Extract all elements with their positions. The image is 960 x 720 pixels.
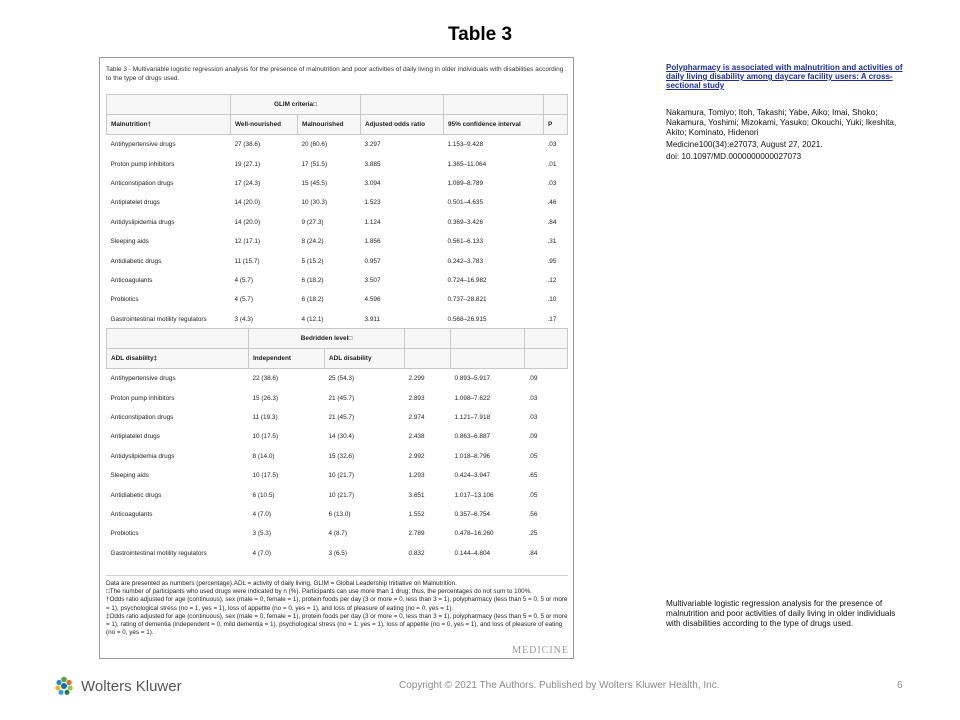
value-cell: .09 xyxy=(528,433,538,441)
value-cell: 27 (38.6) xyxy=(234,141,261,149)
drug-name-cell: Anticoagulants xyxy=(110,510,153,518)
column-header: P xyxy=(544,115,568,135)
value-cell: .09 xyxy=(528,375,538,383)
table-row xyxy=(107,369,568,389)
table-row xyxy=(107,544,568,563)
table-caption: Table 3 - Multivariable logistic regression analysis for the presence of malnutrition and poor activities of daily living in older individuals with disabilities according to the type of drugs used. xyxy=(106,66,564,82)
value-cell: 1.523 xyxy=(364,199,381,207)
value-cell: 2.974 xyxy=(408,413,425,421)
value-cell: .84 xyxy=(528,549,538,557)
value-cell: 0.724–16.982 xyxy=(447,276,487,284)
value-cell: 4 (7.0) xyxy=(252,549,271,557)
value-cell: 4 (8.7) xyxy=(328,530,347,538)
value-cell: 5 (15.2) xyxy=(301,257,324,265)
value-cell: 15 (26.3) xyxy=(252,394,279,402)
value-cell: 15 (45.5) xyxy=(301,179,328,187)
value-cell: 0.561–6.133 xyxy=(447,238,484,246)
value-cell: 3 (6.5) xyxy=(328,549,347,557)
table-row xyxy=(107,290,568,309)
value-cell: 1.121–7.918 xyxy=(454,413,491,421)
journal-watermark: MEDICINE xyxy=(512,645,569,656)
value-cell: 0.144–4.804 xyxy=(454,549,491,557)
article-authors: Nakamura, Tomiyo; Itoh, Takashi; Yabe, Aiko; Imai, Shoko; Nakamura, Yoshimi; Mizokami, Yasuko; Okouchi, Yuki; Ikeshita, Akito; Kominato, Hidenori xyxy=(666,108,897,137)
column-header: Malnourished xyxy=(298,115,361,135)
value-cell: 21 (45.7) xyxy=(328,413,355,421)
drug-name-cell: Antidiabetic drugs xyxy=(110,491,162,499)
drug-name-cell: Anticoagulants xyxy=(110,276,153,284)
column-header xyxy=(451,349,525,369)
value-cell: .46 xyxy=(547,199,557,207)
header-blank xyxy=(405,329,451,349)
footnote: †Odds ratio adjusted for age (continuous), sex (male = 0, female = 1), protein foods per day (3 or more = 0, less than 3 = 1), polypharmacy (less than 5 = 0, 5 or more = 1), psychological stress (no = 1, yes = 1), loss of appetite (no = 0, yes = 1), and loss of pleasure of eating (no = 0, yes = 1). xyxy=(106,596,568,612)
value-cell: .84 xyxy=(547,218,557,226)
value-cell: 19 (27.1) xyxy=(234,160,261,168)
value-cell: .31 xyxy=(547,238,557,246)
column-header xyxy=(405,349,451,369)
table-row xyxy=(107,271,568,290)
column-header: Well-nourished xyxy=(231,115,298,135)
header-blank xyxy=(451,329,525,349)
value-cell: 1.365–11.064 xyxy=(447,160,487,168)
header-blank xyxy=(107,329,249,349)
drug-name-cell: Sleeping aids xyxy=(110,238,149,246)
value-cell: 2.438 xyxy=(408,433,425,441)
drug-name-cell: Proton pump inhibitors xyxy=(110,394,175,402)
figure-description: Multivariable logistic regression analysis for the presence of malnutrition and poor activities of daily living in older individuals with disabilities according to the type of drugs used. xyxy=(666,599,896,628)
value-cell: 17 (24.3) xyxy=(234,179,261,187)
header-blank xyxy=(525,329,568,349)
value-cell: 11 (19.3) xyxy=(252,413,278,421)
footnote: □The number of participants who used drugs were indicated by n (%). Participants can use more than 1 drug; thus, the percentages do not sum to 100%. xyxy=(106,588,532,596)
value-cell: 1.856 xyxy=(364,238,381,246)
value-cell: 3 (5.3) xyxy=(252,530,271,538)
value-cell: 0.501–4.635 xyxy=(447,199,484,207)
drug-name-cell: Antiplatelet drugs xyxy=(110,433,160,441)
value-cell: 4 (5.7) xyxy=(234,296,253,304)
drug-name-cell: Probiotics xyxy=(110,296,139,304)
value-cell: 8 (14.0) xyxy=(252,452,275,460)
table-row xyxy=(107,310,568,329)
value-cell: .95 xyxy=(547,257,557,265)
value-cell: .65 xyxy=(528,472,538,480)
value-cell: 0.863–6.887 xyxy=(454,433,491,441)
table-row xyxy=(107,154,568,173)
value-cell: 6 (10.5) xyxy=(252,491,275,499)
drug-name-cell: Antidyslipidemia drugs xyxy=(110,452,175,460)
value-cell: 6 (18.2) xyxy=(301,296,324,304)
value-cell: 0.893–5.917 xyxy=(454,375,491,383)
value-cell: .03 xyxy=(528,413,538,421)
table-row xyxy=(107,213,568,232)
value-cell: 0.424–3.947 xyxy=(454,472,491,480)
value-cell: 3.911 xyxy=(364,315,381,323)
drug-name-cell: Sleeping aids xyxy=(110,472,149,480)
table-row xyxy=(107,447,568,466)
value-cell: 8 (24.2) xyxy=(301,238,324,246)
value-cell: 2.893 xyxy=(408,394,425,402)
value-cell: 14 (30.4) xyxy=(328,433,355,441)
table-row xyxy=(107,232,568,251)
value-cell: 10 (17.5) xyxy=(252,472,279,480)
value-cell: 1.124 xyxy=(364,218,381,226)
value-cell: 11 (15.7) xyxy=(234,257,260,265)
value-cell: 0.957 xyxy=(364,257,381,265)
value-cell: 3.507 xyxy=(364,276,381,284)
value-cell: .25 xyxy=(528,530,538,538)
table-row xyxy=(107,388,568,407)
column-header: Independent xyxy=(249,349,325,369)
value-cell: 15 (32.6) xyxy=(328,452,355,460)
value-cell: 2.299 xyxy=(408,375,425,383)
value-cell: 0.568–26.915 xyxy=(447,315,487,323)
header-blank xyxy=(444,95,544,115)
value-cell: 1.017–13.106 xyxy=(454,491,494,499)
drug-name-cell: Antihypertensive drugs xyxy=(110,141,176,149)
value-cell: 6 (13.0) xyxy=(328,510,351,518)
value-cell: 4 (5.7) xyxy=(234,276,253,284)
value-cell: .56 xyxy=(528,510,538,518)
drug-name-cell: Antihypertensive drugs xyxy=(110,375,176,383)
value-cell: 14 (20.0) xyxy=(234,218,261,226)
article-doi: doi: 10.1097/MD.0000000000027073 xyxy=(666,152,802,161)
table-row xyxy=(107,193,568,212)
value-cell: 21 (45.7) xyxy=(328,394,355,402)
logo-text: Wolters Kluwer xyxy=(81,677,182,695)
value-cell: 0.737–28.821 xyxy=(447,296,487,304)
footnote: Data are presented as numbers (percentage).ADL = activity of daily living, GLIM = Global Leadership Initiative on Malnutrition. xyxy=(106,580,457,587)
value-cell: 1.089–8.789 xyxy=(447,179,484,187)
drug-name-cell: Gastrointestinal motility regulators xyxy=(110,549,207,557)
wolters-kluwer-logo xyxy=(53,675,182,697)
adl-disability-panel xyxy=(106,328,568,563)
value-cell: 3.651 xyxy=(408,491,425,499)
value-cell: 3.297 xyxy=(364,141,381,149)
value-cell: 14 (20.0) xyxy=(234,199,261,207)
value-cell: 10 (30.3) xyxy=(301,199,328,207)
drug-name-cell: Antiplatelet drugs xyxy=(110,199,160,207)
copyright-notice: Copyright © 2021 The Authors. Published by Wolters Kluwer Health, Inc. xyxy=(399,680,720,691)
value-cell: .01 xyxy=(547,160,557,168)
drug-name-cell: Gastrointestinal motility regulators xyxy=(110,315,207,323)
value-cell: 0.478–16.260 xyxy=(454,530,494,538)
value-cell: 17 (51.5) xyxy=(301,160,328,168)
article-meta xyxy=(666,108,906,162)
value-cell: 9 (27.3) xyxy=(301,218,324,226)
table-footnotes xyxy=(106,575,568,637)
value-cell: .05 xyxy=(528,452,538,460)
drug-name-cell: Anticonstipation drugs xyxy=(110,413,174,421)
table-figure xyxy=(99,57,574,659)
value-cell: 1.018–8.796 xyxy=(454,452,491,460)
drug-name-cell: Antidiabetic drugs xyxy=(110,257,162,265)
value-cell: 1.293 xyxy=(408,472,425,480)
group-header-glim: GLIM criteria□ xyxy=(231,95,361,115)
value-cell: 0.357–6.754 xyxy=(454,510,491,518)
drug-name-cell: Proton pump inhibitors xyxy=(110,160,175,168)
value-cell: .12 xyxy=(547,276,557,284)
value-cell: 2.789 xyxy=(408,530,425,538)
table-row xyxy=(107,408,568,427)
column-header xyxy=(525,349,568,369)
value-cell: 0.242–3.783 xyxy=(447,257,484,265)
article-title-link[interactable]: Polypharmacy is associated with malnutrition and activities of daily living disability among daycare facility users: A cross-sectional study xyxy=(666,63,903,90)
column-header: Malnutrition† xyxy=(107,115,231,135)
table-row xyxy=(107,135,568,155)
value-cell: 22 (38.6) xyxy=(252,375,279,383)
value-cell: 3 (4.3) xyxy=(234,315,253,323)
table-row xyxy=(107,466,568,485)
value-cell: 0.832 xyxy=(408,549,425,557)
value-cell: 1.552 xyxy=(408,510,425,518)
group-header-bedridden: Bedridden level□ xyxy=(249,329,405,349)
footnote: ‡Odds ratio adjusted for age (continuous), sex (male = 0, female = 1), protein foods per day (3 or more = 0, less than 3 = 1), polypharmacy (less than 5 = 0, 5 or more = 1), rating of dementia (independent = 0, mild dementia = 1), psychological stress (no = 1, yes = 1), loss of appetite (no = 0, yes = 1), and loss of pleasure of eating (no = 0, yes = 1). xyxy=(106,612,568,637)
value-cell: .03 xyxy=(528,394,538,402)
value-cell: .05 xyxy=(528,491,538,499)
column-header: 95% confidence interval xyxy=(444,115,544,135)
malnutrition-panel xyxy=(106,94,568,329)
table-row xyxy=(107,485,568,504)
value-cell: 10 (21.7) xyxy=(328,491,355,499)
page-number: 6 xyxy=(897,680,903,691)
value-cell: 6 (18.2) xyxy=(301,276,324,284)
value-cell: 10 (17.5) xyxy=(252,433,279,441)
drug-name-cell: Anticonstipation drugs xyxy=(110,179,174,187)
value-cell: 3.885 xyxy=(364,160,381,168)
article-citation: Medicine100(34):e27073, August 27, 2021. xyxy=(666,140,823,149)
column-header: ADL disability xyxy=(325,349,405,369)
table-row xyxy=(107,251,568,270)
value-cell: 20 (60.6) xyxy=(301,141,328,149)
column-header: Adjusted odds ratio xyxy=(361,115,444,135)
value-cell: 4 (7.0) xyxy=(252,510,271,518)
slide-title: Table 3 xyxy=(447,24,513,45)
value-cell: .10 xyxy=(547,296,557,304)
table-row xyxy=(107,524,568,543)
value-cell: .03 xyxy=(547,179,557,187)
value-cell: 12 (17.1) xyxy=(234,238,261,246)
table-row xyxy=(107,505,568,524)
value-cell: 10 (21.7) xyxy=(328,472,355,480)
header-blank xyxy=(544,95,568,115)
value-cell: .03 xyxy=(547,141,557,149)
value-cell: 3.094 xyxy=(364,179,381,187)
header-blank xyxy=(361,95,444,115)
value-cell: 1.153–9.428 xyxy=(447,141,484,149)
value-cell: .17 xyxy=(547,315,557,323)
value-cell: 4 (12.1) xyxy=(301,315,324,323)
value-cell: 2.992 xyxy=(408,452,425,460)
drug-name-cell: Antidyslipidemia drugs xyxy=(110,218,175,226)
column-header: ADL disability‡ xyxy=(107,349,249,369)
value-cell: 1.098–7.622 xyxy=(454,394,491,402)
value-cell: 0.369–3.426 xyxy=(447,218,484,226)
value-cell: 4.596 xyxy=(364,296,381,304)
header-blank xyxy=(107,95,231,115)
drug-name-cell: Probiotics xyxy=(110,530,139,538)
table-row xyxy=(107,174,568,193)
table-row xyxy=(107,427,568,446)
value-cell: 25 (54.3) xyxy=(328,375,355,383)
wolters-kluwer-globe-icon xyxy=(53,675,75,697)
